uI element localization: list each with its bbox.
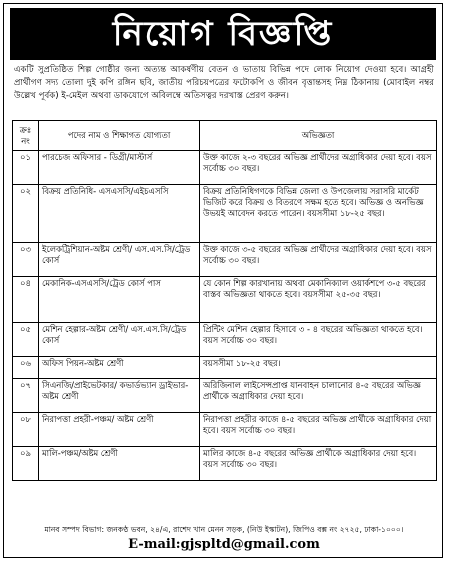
- job-advertisement: [3, 3, 443, 558]
- row-experience: উক্ত কাজে ৩-৫ বছরের অভিজ্ঞ প্রার্থীদের অগ্রাধিকার দেয়া হবে। বয়স সর্বোচ্চ ৩০ বছর।: [200, 243, 437, 277]
- table-row: [13, 447, 437, 481]
- table-row: [13, 185, 437, 243]
- row-post: সিএনজি/প্রাইভেটকার/ কভার্ডভ্যান ড্রাইভার-অষ্টম শ্রেণী: [39, 379, 200, 413]
- row-experience: প্রিন্টিং মেশিন হেল্পার হিসাবে ৩ - ৪ বছরের অভিজ্ঞতা থাকতে হবে। বয়স সর্বোচ্চ ৩০ বছর।: [200, 323, 437, 357]
- table-row: [13, 277, 437, 323]
- jobs-table: [12, 120, 437, 481]
- table-header-row: [13, 121, 437, 151]
- header-post: পদের নাম ও শিক্ষাগত যোগ্যতা: [39, 121, 200, 151]
- row-sl: ০৩: [13, 243, 39, 277]
- header-sl: ক্রঃ নং: [13, 121, 39, 151]
- row-experience: মালির কাজে ৪-৫ বছরের অভিজ্ঞ প্রার্থীকে অগ্রাধিকার দেয়া হবে। বয়স সর্বোচ্চ ৩০ বছর।: [200, 447, 437, 481]
- table-row: [13, 151, 437, 185]
- table-row: [13, 323, 437, 357]
- row-post: মেকানিক-এসএসসি/ট্রেড কোর্স পাস: [39, 277, 200, 323]
- row-sl: ০৬: [13, 357, 39, 379]
- row-sl: ০৫: [13, 323, 39, 357]
- ad-title: নিয়োগ বিজ্ঞপ্তি: [10, 8, 436, 60]
- row-experience: যে কোন শিল্প কারখানায় অথবা মেকানিক্যাল ওয়ার্কশপে ৩-৫ বছরের বাস্তব অভিজ্ঞতা থাকতে হবে। বয়সসীমা ২৫-৩৫ বছর।: [200, 277, 437, 323]
- footer-address: মানব সম্পদ বিভাগ: জনকণ্ঠ ভবন, ২৪/এ, রাশেদ খান মেনন সড়ক, (নিউ ইস্কাটন), জিপিও বক্স নং ২৭২৫, ঢাকা-১০০০।: [44, 525, 404, 534]
- row-post: অফিস পিয়ন-অষ্টম শ্রেণী: [39, 357, 200, 379]
- row-experience: বিক্রয় প্রতিনিধিগণকে বিভিন্ন জেলা ও উপজেলায় সরাসরি মার্কেট ভিজিট করে বিক্রয় ও বিতরণে সক্ষম হতে হবে। অভিজ্ঞ ও অনভিজ্ঞ উভয়ই আবেদন করতে পারেন। বয়সসীমা ১৮-২৫ বছর।: [200, 185, 437, 243]
- row-experience: উক্ত কাজে ২-৩ বছরের অভিজ্ঞ প্রার্থীদের অগ্রাধিকার দেয়া হবে। বয়স সর্বোচ্চ ৩০ বছর।: [200, 151, 437, 185]
- table-row: [13, 243, 437, 277]
- row-post: বিক্রয় প্রতিনিধি- এসএসসি/এইচএসসি: [39, 185, 200, 243]
- row-sl: ০৮: [13, 413, 39, 447]
- row-experience: অরিজিনাল লাইসেন্সপ্রাপ্ত যানবাহন চালানোর ৪-৫ বছরের অভিজ্ঞ প্রার্থীকে অগ্রাধিকার দেয়া হবে।: [200, 379, 437, 413]
- table-row: [13, 413, 437, 447]
- footer-email[interactable]: E-mail:gjspltd@gmail.com: [128, 537, 320, 552]
- row-sl: ০৯: [13, 447, 39, 481]
- row-post: নিরাপত্তা প্রহরী-পঞ্চম/ অষ্টম শ্রেণী: [39, 413, 200, 447]
- row-post: ইলেকট্রিশিয়ান-অষ্টম শ্রেণী/ এস.এস.সি/ট্রেড কোর্স: [39, 243, 200, 277]
- row-post: মেশিন হেল্পার-অষ্টম শ্রেণী/ এস.এস.সি/ট্রেড কোর্স: [39, 323, 200, 357]
- row-post: মালি-পঞ্চম/অষ্টম শ্রেণী: [39, 447, 200, 481]
- row-experience: বয়সসীমা ১৮-২৫ বছর।: [200, 357, 437, 379]
- row-sl: ০১: [13, 151, 39, 185]
- table-row: [13, 357, 437, 379]
- row-sl: ০৪: [13, 277, 39, 323]
- row-sl: ০২: [13, 185, 39, 243]
- row-experience: নিরাপত্তা প্রহরীর কাজে ৪-৫ বছরের অভিজ্ঞ প্রার্থীকে অগ্রাধিকার দেয়া হবে। বয়স সর্বোচ্চ ৩০ বছর।: [200, 413, 437, 447]
- intro-paragraph: একটি সুপ্রতিষ্ঠিত শিল্প গোষ্ঠীর জন্য অত্যন্ত আকর্ষণীয় বেতন ও ভাতায় বিভিন্ন পদে লোক নিয়োগ দেওয়া হবে। আগ্রহী প্রার্থীগণ সদ্য তোলা দুই কপি রঙ্গিন ছবি, জাতীয় পরিচয়পত্রের ফটোকপি ও জীবন বৃত্তান্তসহ নিম্ন ঠিকানায় (মোবাইল নম্বর উল্লেখ পূর্বক) ই-মেইল অথবা ডাকযোগে অবিলম্বে অতিসত্বর দরখাস্ত প্রেরণ করুন।: [14, 65, 434, 101]
- table-row: [13, 379, 437, 413]
- header-experience: অভিজ্ঞতা: [200, 121, 437, 151]
- row-sl: ০৭: [13, 379, 39, 413]
- row-post: পারচেজ অফিসার - ডিগ্রী/মাস্টার্স: [39, 151, 200, 185]
